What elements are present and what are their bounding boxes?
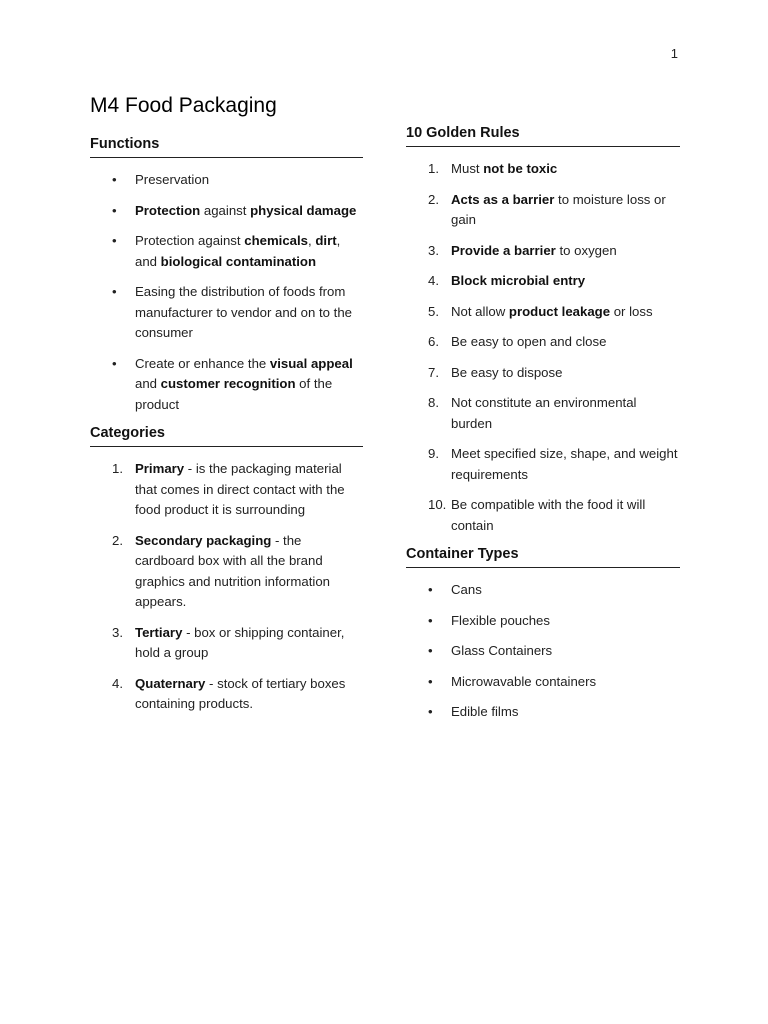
functions-section — [90, 136, 363, 415]
bullet-marker: • — [428, 704, 433, 719]
list-item — [90, 531, 363, 613]
number-marker: 1. — [428, 161, 439, 176]
list-item-text — [135, 172, 209, 187]
container-types-heading: Container Types — [406, 546, 680, 568]
list-item — [90, 459, 363, 521]
list-item-text — [135, 233, 340, 269]
bold-text: Acts as a barrier — [451, 191, 555, 207]
bold-text: biological contamination — [160, 253, 316, 269]
list-item — [90, 170, 363, 191]
bold-text: Primary — [135, 461, 185, 476]
list-item — [406, 159, 680, 180]
text-run: of the product — [135, 376, 333, 412]
list-item-text — [451, 192, 666, 228]
text-run: Be easy to dispose — [451, 364, 563, 380]
list-item-text — [135, 356, 353, 412]
list-item-text — [451, 304, 653, 319]
bold-text: Block microbial entry — [451, 273, 586, 288]
number-marker: 9. — [428, 446, 439, 461]
golden-rules-section — [406, 125, 680, 536]
categories-section — [90, 425, 363, 715]
list-item-text — [451, 674, 596, 689]
text-run: Protection against — [135, 233, 245, 248]
number-marker: 7. — [428, 364, 439, 380]
bullet-marker: • — [112, 233, 117, 248]
list-item — [406, 611, 680, 632]
list-item-text — [451, 643, 552, 658]
bold-text: not be toxic — [483, 161, 558, 176]
text-run: - stock of tertiary boxes containing products. — [135, 675, 346, 711]
bold-text: Protection — [135, 202, 201, 218]
list-item-text — [451, 446, 678, 482]
text-run: Not allow — [451, 303, 509, 319]
bold-text: Secondary packaging — [135, 532, 272, 548]
number-marker: 8. — [428, 395, 439, 410]
text-run: - box or shipping container, hold a group — [135, 624, 345, 660]
bullet-marker: • — [112, 202, 117, 218]
text-run: to moisture loss or gain — [451, 191, 666, 227]
number-marker: 4. — [428, 273, 439, 288]
container-types-section — [406, 546, 680, 723]
text-run: to oxygen — [555, 242, 617, 258]
bullet-marker: • — [112, 355, 117, 371]
text-run: Meet specified size, shape, and weight requirements — [451, 446, 678, 482]
list-item-text — [451, 395, 636, 431]
list-item-text — [135, 284, 352, 340]
list-item — [90, 282, 363, 344]
list-item — [406, 332, 680, 353]
list-item — [406, 302, 680, 323]
list-item — [406, 672, 680, 693]
text-run: Flexible pouches — [451, 612, 550, 628]
bullet-marker: • — [428, 673, 433, 689]
bullet-marker: • — [428, 643, 433, 658]
functions-list — [90, 170, 363, 415]
bullet-marker: • — [428, 612, 433, 628]
text-run: Microwavable containers — [451, 673, 597, 689]
list-item — [406, 444, 680, 485]
bullet-marker: • — [428, 582, 433, 597]
document-title: M4 Food Packaging — [90, 94, 277, 117]
number-marker: 3. — [112, 624, 123, 640]
text-run: Must — [451, 161, 484, 176]
golden-rules-heading: 10 Golden Rules — [406, 125, 680, 147]
text-run: - the cardboard box with all the brand graphics and nutrition information appears. — [135, 532, 330, 609]
list-item — [90, 231, 363, 272]
text-run: or loss — [610, 303, 653, 319]
text-run: Cans — [451, 582, 482, 597]
left-column — [90, 136, 363, 725]
bullet-marker: • — [112, 172, 117, 187]
bold-text: physical damage — [250, 202, 357, 218]
bold-text: Tertiary — [135, 624, 183, 640]
list-item — [90, 674, 363, 715]
list-item-text — [135, 625, 344, 661]
bold-text: product leakage — [508, 303, 611, 319]
list-item-text — [451, 273, 585, 288]
number-marker: 10. — [428, 497, 447, 512]
text-run: Edible films — [451, 704, 519, 719]
categories-list — [90, 459, 363, 715]
bold-text: Quaternary — [135, 675, 206, 691]
text-run: , and — [135, 233, 341, 269]
list-item — [406, 241, 680, 262]
number-marker: 3. — [428, 242, 439, 258]
container-types-list — [406, 580, 680, 723]
bold-text: dirt — [315, 233, 337, 248]
list-item — [406, 580, 680, 601]
text-run: and — [135, 376, 161, 391]
text-run: Preservation — [135, 172, 210, 187]
list-item-text — [451, 613, 550, 628]
page-number: 1 — [670, 46, 678, 61]
list-item — [90, 201, 363, 222]
number-marker: 2. — [112, 532, 123, 548]
right-column — [406, 125, 680, 733]
bold-text: visual appeal — [269, 355, 353, 371]
categories-heading: Categories — [90, 425, 363, 447]
number-marker: 1. — [112, 461, 123, 476]
text-run: - is the packaging material that comes in direct contact with the food product it is surrounding — [135, 461, 345, 517]
list-item-text — [451, 582, 482, 597]
bold-text: chemicals — [244, 233, 309, 248]
text-run: Not constitute an environmental burden — [451, 395, 637, 431]
list-item-text — [451, 161, 557, 176]
text-run: , — [308, 233, 316, 248]
text-run: Be compatible with the food it will contain — [451, 497, 646, 533]
list-item — [406, 393, 680, 434]
list-item-text — [451, 704, 518, 719]
bold-text: customer recognition — [160, 376, 296, 391]
list-item-text — [135, 203, 356, 218]
golden-rules-list — [406, 159, 680, 536]
bold-text: Provide a barrier — [451, 242, 556, 258]
list-item — [406, 702, 680, 723]
number-marker: 2. — [428, 191, 439, 207]
list-item — [406, 641, 680, 662]
text-run: Easing the distribution of foods from manufacturer to vendor and on to the consumer — [135, 284, 353, 340]
number-marker: 5. — [428, 303, 439, 319]
number-marker: 4. — [112, 675, 123, 691]
text-run: Glass Containers — [451, 643, 553, 658]
list-item — [406, 271, 680, 292]
list-item-text — [451, 243, 617, 258]
number-marker: 6. — [428, 334, 439, 349]
list-item-text — [451, 334, 606, 349]
list-item — [406, 190, 680, 231]
list-item — [90, 623, 363, 664]
list-item-text — [451, 365, 562, 380]
list-item — [90, 354, 363, 416]
text-run: Be easy to open and close — [451, 334, 607, 349]
list-item — [406, 363, 680, 384]
functions-heading: Functions — [90, 136, 363, 158]
list-item-text — [135, 676, 345, 712]
list-item-text — [451, 497, 645, 533]
text-run: Create or enhance the — [135, 355, 270, 371]
bullet-marker: • — [112, 284, 117, 299]
list-item — [406, 495, 680, 536]
text-run: against — [200, 202, 251, 218]
list-item-text — [135, 461, 345, 517]
list-item-text — [135, 533, 330, 610]
